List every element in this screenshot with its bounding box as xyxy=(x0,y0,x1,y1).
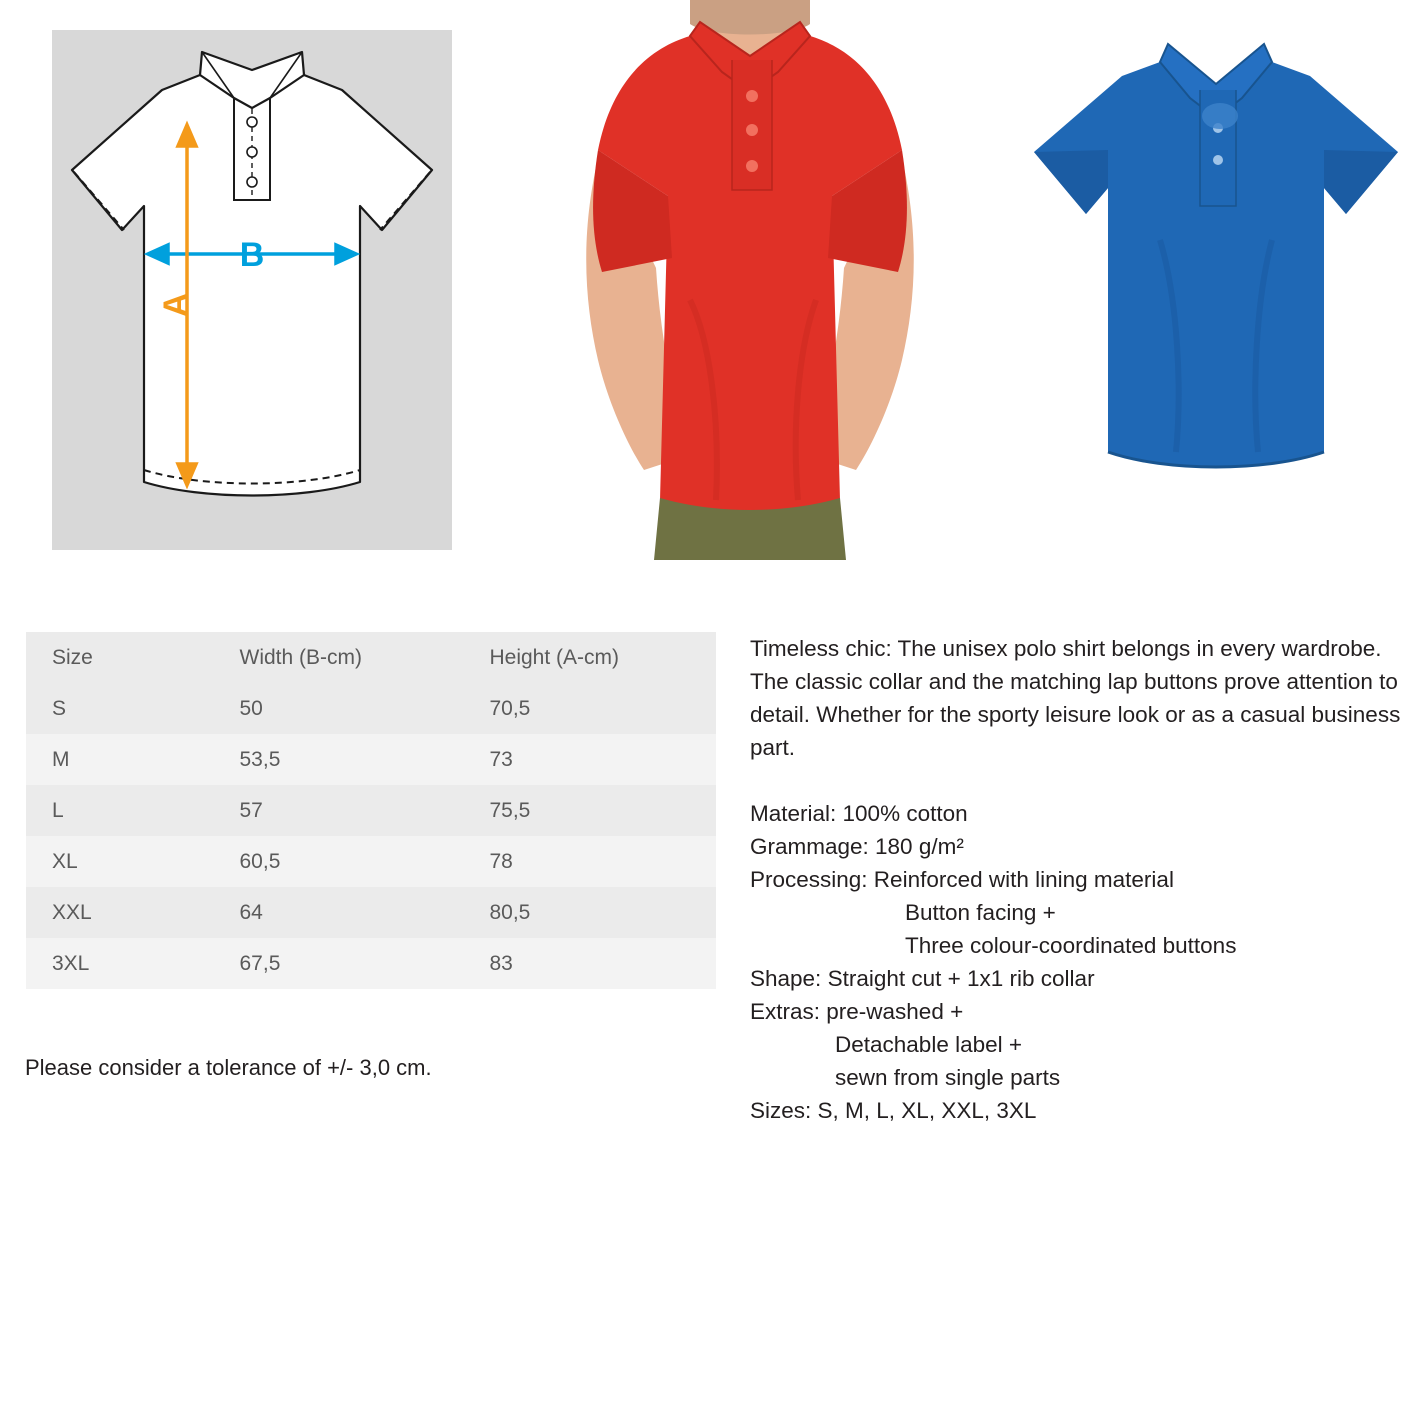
spec-line: Shape: Straight cut + 1x1 rib collar xyxy=(750,966,1095,991)
product-image-strip xyxy=(0,0,1424,580)
photo-blue-polo xyxy=(1010,0,1410,530)
cell-size: 3XL xyxy=(52,951,90,975)
cell-height: 78 xyxy=(489,849,513,873)
product-description xyxy=(750,632,1418,1127)
cell-size: S xyxy=(52,696,67,720)
cell-size: L xyxy=(52,798,64,822)
spec-line: sewn from single parts xyxy=(835,1065,1061,1090)
cell-height: 75,5 xyxy=(489,798,531,822)
table-row xyxy=(26,785,716,836)
spec-line: Button facing + xyxy=(905,900,1056,925)
spec-line: Detachable label + xyxy=(835,1032,1023,1057)
cell-width: 64 xyxy=(239,900,263,924)
spec-list xyxy=(750,797,1418,1127)
table-row xyxy=(26,734,716,785)
spec-line: Grammage: 180 g/m² xyxy=(750,834,964,859)
table-header-row xyxy=(26,632,716,683)
photo-model-red-polo xyxy=(540,0,960,560)
spec-line: Extras: pre-washed + xyxy=(750,999,964,1024)
cell-size: XXL xyxy=(52,900,92,924)
cell-height: 83 xyxy=(489,951,513,975)
cell-width: 57 xyxy=(239,798,263,822)
table-row xyxy=(26,836,716,887)
cell-size: XL xyxy=(52,849,78,873)
measurement-diagram xyxy=(52,30,452,550)
cell-height: 80,5 xyxy=(489,900,531,924)
tolerance-note: Please consider a tolerance of +/- 3,0 cm. xyxy=(25,1055,432,1080)
cell-width: 50 xyxy=(239,696,263,720)
diagram-label-width: B xyxy=(239,236,265,274)
size-chart-table xyxy=(26,632,716,989)
cell-width: 60,5 xyxy=(239,849,281,873)
cell-width: 53,5 xyxy=(239,747,281,771)
spec-line: Processing: Reinforced with lining material xyxy=(750,867,1174,892)
cell-height: 73 xyxy=(489,747,513,771)
description-intro: Timeless chic: The unisex polo shirt belongs in every wardrobe. The classic collar and the matching lap buttons prove attention to detail. Whether for the sporty leisure look or as a casual business part. xyxy=(750,636,1401,760)
table-row xyxy=(26,683,716,734)
spec-line: Three colour-coordinated buttons xyxy=(905,933,1237,958)
table-row xyxy=(26,887,716,938)
column-header-width: Width (B-cm) xyxy=(239,645,362,669)
column-header-size: Size xyxy=(52,645,93,669)
cell-size: M xyxy=(52,747,70,771)
table-row xyxy=(26,938,716,989)
cell-width: 67,5 xyxy=(239,951,281,975)
column-header-height: Height (A-cm) xyxy=(489,645,619,669)
cell-height: 70,5 xyxy=(489,696,531,720)
diagram-label-height: A xyxy=(157,292,195,318)
spec-line: Material: 100% cotton xyxy=(750,801,968,826)
spec-line: Sizes: S, M, L, XL, XXL, 3XL xyxy=(750,1098,1037,1123)
